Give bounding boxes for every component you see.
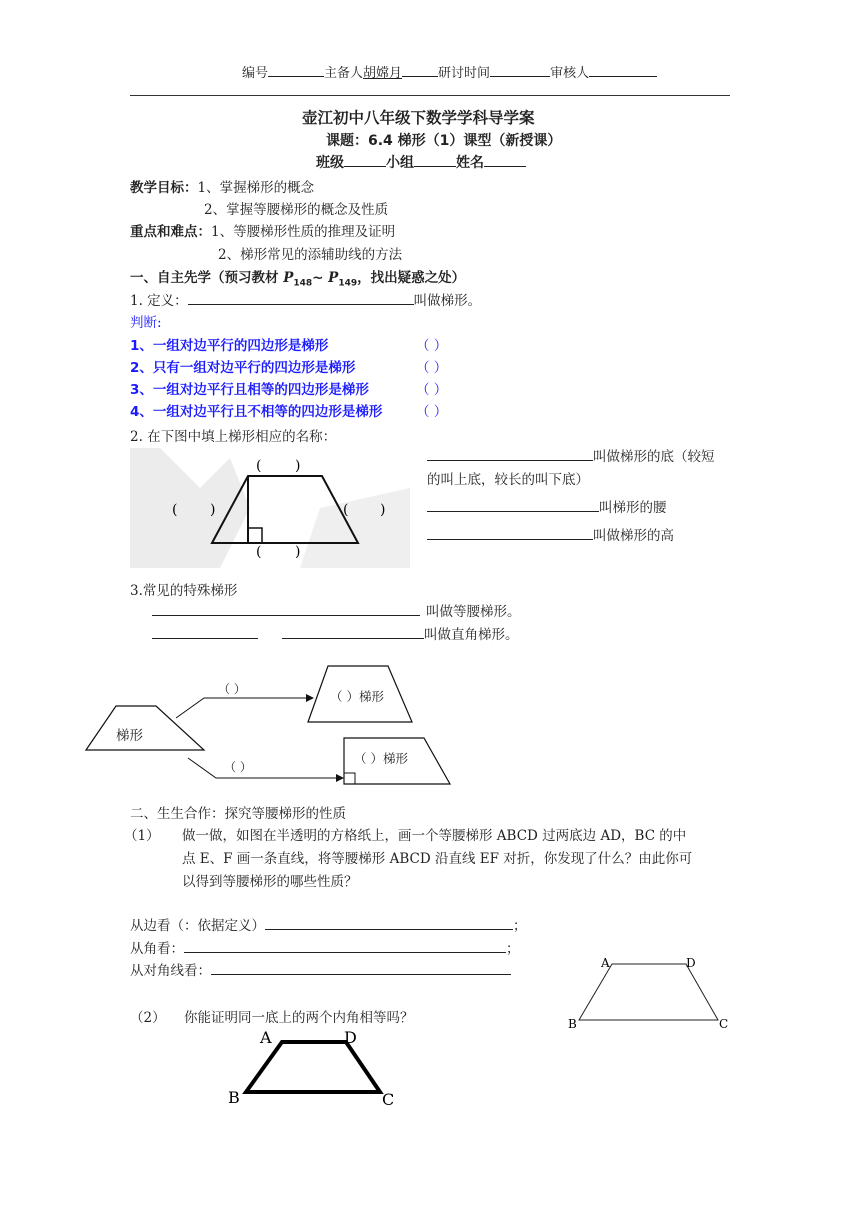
- trapezoid-abcd-bold: [222, 1026, 412, 1110]
- section1-heading-a: 一、自主先学（预习教材: [130, 270, 284, 286]
- small-label-d: D: [686, 956, 696, 970]
- arrow-top-label[interactable]: （ ）: [218, 682, 246, 696]
- q1-num: （1）: [124, 828, 160, 844]
- isosceles-line: [152, 600, 521, 620]
- yantao-blank[interactable]: [490, 62, 550, 77]
- arrow-bottom-line: [188, 758, 336, 778]
- name-blank: [402, 62, 438, 77]
- trapezoid-abcd-small: [566, 950, 736, 1040]
- arrow-bottom-label[interactable]: （ ）: [224, 760, 252, 774]
- q2-text: 2. 在下图中填上梯形相应的名称：: [130, 429, 337, 445]
- page-p2: P: [328, 270, 339, 286]
- trapezoid-abcd-small-svg: [566, 950, 736, 1040]
- keypoints-label: 重点和难点：: [130, 224, 211, 240]
- header-shenhe: 审核人: [550, 66, 590, 81]
- angle-semicolon: ；: [506, 941, 520, 957]
- header-line: [242, 62, 657, 81]
- angle-line: [130, 937, 520, 957]
- keypoint-item-1: 1、等腰梯形性质的推理及证明: [211, 224, 396, 240]
- bold-label-b: B: [228, 1088, 240, 1107]
- bottom-paren-left: (: [256, 544, 262, 560]
- judge-paren-4[interactable]: （ ）: [416, 404, 448, 420]
- diag-label: 从对角线看：: [130, 963, 211, 979]
- group-blank[interactable]: [414, 152, 456, 167]
- edge-blank[interactable]: [265, 915, 513, 930]
- page-title: 壶江初中八年级下数学学科导学案: [302, 109, 535, 127]
- isosceles-blank[interactable]: [152, 601, 420, 616]
- height-blank[interactable]: [427, 525, 593, 540]
- judge-item-2: 2、只有一组对边平行的四边形是梯形: [130, 360, 356, 376]
- diag-line: [130, 959, 511, 979]
- watermark-shape: [130, 448, 250, 568]
- watermark-shape-2: [300, 488, 410, 568]
- arrow-top-line: [176, 698, 306, 718]
- right-line: [152, 623, 519, 643]
- definition-blank[interactable]: [188, 290, 414, 305]
- left-paren-left: (: [172, 502, 178, 518]
- edge-line: [130, 914, 527, 934]
- edge-label: 从边看（：依据定义）: [130, 918, 265, 934]
- right-angle-mark: [248, 528, 262, 543]
- keypoints-line-1: [130, 220, 395, 240]
- small-label-c: C: [719, 1017, 729, 1031]
- right-type-label[interactable]: （ ）梯形: [354, 751, 408, 766]
- arrow-top-head: [306, 694, 314, 702]
- page-p1: P: [283, 270, 294, 286]
- q2-question: 你能证明同一底上的两个内角相等吗？: [184, 1010, 414, 1026]
- edge-semicolon: ；: [513, 918, 527, 934]
- judge-paren-1[interactable]: （ ）: [416, 338, 448, 354]
- small-label-b: B: [568, 1017, 577, 1031]
- header-rule: [130, 95, 730, 96]
- right-angle-box: [344, 773, 355, 784]
- judge-item-1: 1、一组对边平行的四边形是梯形: [130, 338, 329, 354]
- trapezoid-label: 梯形: [116, 728, 143, 744]
- q1-text-1: 做一做，如图在半透明的方格纸上，画一个等腰梯形 ABCD 过两底边 AD，BC 的中: [182, 828, 687, 844]
- angle-blank[interactable]: [184, 938, 506, 953]
- bianhao-blank[interactable]: [268, 62, 324, 77]
- section2-heading: 二、生生合作：探究等腰梯形的性质: [130, 806, 346, 822]
- class-blank[interactable]: [344, 152, 386, 167]
- right-paren-right: ): [380, 502, 386, 518]
- header-zhubeiren: 主备人: [324, 66, 364, 81]
- shenhe-blank[interactable]: [589, 62, 657, 77]
- trapezoid-figure: [130, 448, 410, 568]
- header-zhubeiren-name: 胡嫦月: [363, 66, 403, 81]
- header-bianhao: 编号: [242, 66, 269, 81]
- keypoint-item-2: 2、梯形常见的添辅助线的方法: [218, 247, 403, 263]
- judge-paren-3[interactable]: （ ）: [416, 382, 448, 398]
- group-label: 小组: [386, 155, 414, 171]
- section1-heading: [130, 266, 465, 289]
- leg-line: [427, 496, 667, 516]
- right-blank-1[interactable]: [152, 624, 258, 639]
- right-text: 叫做直角梯形。: [424, 627, 519, 643]
- bold-label-c: C: [382, 1090, 395, 1109]
- lesson-subtitle: 课题：6.4 梯形（1）课型（新授课）: [326, 133, 562, 149]
- base-line: [427, 445, 715, 465]
- height-text: 叫做梯形的高: [593, 528, 674, 544]
- q2-num: （2）: [130, 1010, 166, 1026]
- name-label: 姓名: [456, 155, 484, 171]
- def-prefix: 1. 定义：: [130, 293, 188, 309]
- base-blank[interactable]: [427, 446, 593, 461]
- goal-item-1: 1、掌握梯形的概念: [197, 180, 315, 196]
- q1-text-2: 点 E、F 画一条直线，将等腰梯形 ABCD 沿直线 EF 对折，你发现了什么？由此你可: [182, 851, 693, 867]
- leg-text: 叫梯形的腰: [599, 500, 667, 516]
- bold-label-a: A: [260, 1028, 272, 1047]
- isosceles-type-label[interactable]: （ ）梯形: [330, 689, 384, 704]
- section1-heading-b: ，找出疑惑之处）: [357, 270, 466, 286]
- judge-paren-2[interactable]: （ ）: [416, 360, 448, 376]
- tilde: ~: [312, 270, 329, 286]
- bottom-paren-right: ): [295, 544, 301, 560]
- small-label-a: A: [601, 956, 610, 970]
- base-text: 叫做梯形的底（较短: [593, 449, 715, 465]
- bold-label-d: D: [344, 1028, 357, 1047]
- q3-text: 3.常见的特殊梯形: [130, 583, 238, 599]
- goals-line-1: [130, 176, 314, 196]
- goal-item-2: 2、掌握等腰梯形的概念及性质: [204, 202, 389, 218]
- general-trapezoid: [86, 706, 204, 750]
- judge-item-4: 4、一组对边平行且不相等的四边形是梯形: [130, 404, 383, 420]
- class-line: [316, 152, 526, 172]
- trapezoid-abcd-bold-svg: [222, 1026, 412, 1110]
- small-trapezoid-shape: [579, 964, 718, 1020]
- student-name-blank[interactable]: [484, 152, 526, 167]
- leg-blank[interactable]: [427, 497, 599, 512]
- definition-line: [130, 289, 481, 309]
- diag-blank[interactable]: [211, 960, 511, 975]
- judge-item-3: 3、一组对边平行且相等的四边形是梯形: [130, 382, 369, 398]
- page-p1-sub: 148: [293, 278, 313, 289]
- class-label: 班级: [316, 155, 344, 171]
- height-line-text: [427, 524, 674, 544]
- goals-label: 教学目标：: [130, 180, 198, 196]
- left-paren-right: ): [210, 502, 216, 518]
- def-suffix: 叫做梯形。: [413, 293, 482, 309]
- bold-trapezoid-shape: [246, 1042, 380, 1092]
- q1-text-3: 以得到等腰梯形的哪些性质？: [182, 874, 358, 890]
- isosceles-text: 叫做等腰梯形。: [426, 604, 521, 620]
- arrow-bottom-head: [336, 774, 344, 782]
- trapezoid-figure-svg: [130, 448, 410, 568]
- page-p2-sub: 149: [338, 278, 358, 289]
- judge-label: 判断:: [130, 315, 162, 331]
- angle-label: 从角看：: [130, 941, 184, 957]
- top-paren-right: ): [295, 458, 301, 474]
- top-paren-left: (: [256, 458, 262, 474]
- header-yantao: 研讨时间: [438, 66, 491, 81]
- right-blank-2[interactable]: [282, 624, 424, 639]
- base-text-2: 的叫上底，较长的叫下底）: [427, 472, 589, 488]
- right-paren-left: (: [343, 502, 349, 518]
